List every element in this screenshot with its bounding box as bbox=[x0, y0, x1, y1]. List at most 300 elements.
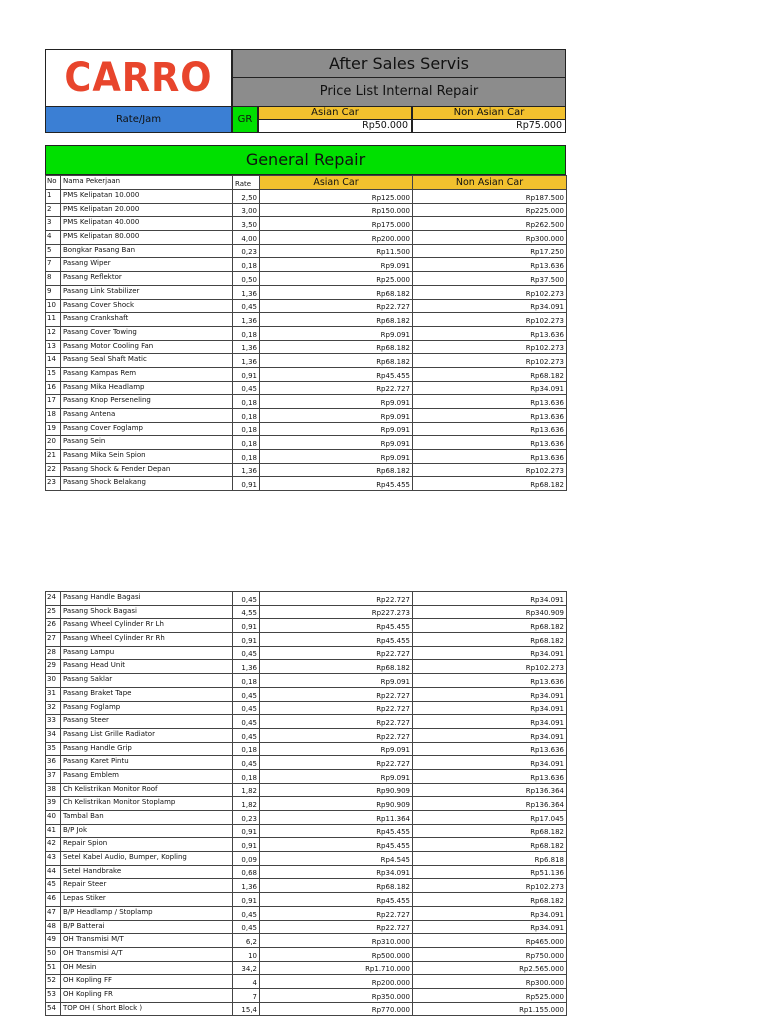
row-asian-price: Rp22.727 bbox=[260, 920, 413, 934]
table-row bbox=[46, 422, 567, 436]
row-name: Pasang Head Unit bbox=[61, 660, 233, 674]
row-rate: 3,00 bbox=[233, 203, 260, 217]
row-name: Pasang Antena bbox=[61, 409, 233, 423]
table-row bbox=[46, 326, 567, 340]
row-no: 20 bbox=[46, 436, 61, 450]
row-name: Pasang Cover Towing bbox=[61, 326, 233, 340]
row-rate: 0,09 bbox=[233, 852, 260, 866]
row-name: Bongkar Pasang Ban bbox=[61, 244, 233, 258]
row-no: 29 bbox=[46, 660, 61, 674]
row-rate: 1,82 bbox=[233, 783, 260, 797]
row-asian-price: Rp9.091 bbox=[260, 258, 413, 272]
row-asian-price: Rp22.727 bbox=[260, 646, 413, 660]
row-no: 42 bbox=[46, 838, 61, 852]
row-rate: 1,36 bbox=[233, 340, 260, 354]
row-asian-price: Rp9.091 bbox=[260, 674, 413, 688]
table-row bbox=[46, 313, 567, 327]
row-name: OH Transmisi A/T bbox=[61, 947, 233, 961]
row-no: 34 bbox=[46, 728, 61, 742]
row-asian-price: Rp22.727 bbox=[260, 756, 413, 770]
table-column-header bbox=[46, 176, 567, 190]
row-rate: 0,50 bbox=[233, 272, 260, 286]
row-asian-price: Rp45.455 bbox=[260, 824, 413, 838]
row-no: 2 bbox=[46, 203, 61, 217]
row-asian-price: Rp45.455 bbox=[260, 477, 413, 491]
row-rate: 0,45 bbox=[233, 756, 260, 770]
row-non-asian-price: Rp13.636 bbox=[413, 450, 567, 464]
row-no: 28 bbox=[46, 646, 61, 660]
row-asian-price: Rp200.000 bbox=[260, 975, 413, 989]
row-rate: 0,18 bbox=[233, 742, 260, 756]
row-asian-price: Rp310.000 bbox=[260, 934, 413, 948]
table-row bbox=[46, 477, 567, 491]
row-rate: 0,91 bbox=[233, 824, 260, 838]
table-row bbox=[46, 258, 567, 272]
row-asian-price: Rp22.727 bbox=[260, 728, 413, 742]
row-non-asian-price: Rp102.273 bbox=[413, 660, 567, 674]
row-rate: 0,91 bbox=[233, 477, 260, 491]
header-block bbox=[45, 49, 566, 133]
row-non-asian-price: Rp225.000 bbox=[413, 203, 567, 217]
row-non-asian-price: Rp68.182 bbox=[413, 824, 567, 838]
table-row bbox=[46, 409, 567, 423]
row-asian-price: Rp45.455 bbox=[260, 633, 413, 647]
row-non-asian-price: Rp102.273 bbox=[413, 313, 567, 327]
row-non-asian-price: Rp34.091 bbox=[413, 646, 567, 660]
row-non-asian-price: Rp102.273 bbox=[413, 285, 567, 299]
row-asian-price: Rp68.182 bbox=[260, 354, 413, 368]
document-subtitle: Price List Internal Repair bbox=[232, 78, 566, 107]
row-non-asian-price: Rp2.565.000 bbox=[413, 961, 567, 975]
row-rate: 0,45 bbox=[233, 728, 260, 742]
row-asian-price: Rp350.000 bbox=[260, 988, 413, 1002]
row-non-asian-price: Rp34.091 bbox=[413, 728, 567, 742]
table-row bbox=[46, 879, 567, 893]
row-asian-price: Rp90.909 bbox=[260, 797, 413, 811]
row-rate: 0,45 bbox=[233, 906, 260, 920]
table-row bbox=[46, 687, 567, 701]
table-row bbox=[46, 619, 567, 633]
row-name: Pasang Crankshaft bbox=[61, 313, 233, 327]
price-table-part1 bbox=[45, 175, 567, 491]
row-asian-price: Rp68.182 bbox=[260, 879, 413, 893]
row-rate: 34,2 bbox=[233, 961, 260, 975]
table-row bbox=[46, 920, 567, 934]
row-rate: 0,23 bbox=[233, 244, 260, 258]
table-row bbox=[46, 436, 567, 450]
row-non-asian-price: Rp68.182 bbox=[413, 367, 567, 381]
row-no: 47 bbox=[46, 906, 61, 920]
table-row bbox=[46, 633, 567, 647]
row-asian-price: Rp22.727 bbox=[260, 592, 413, 606]
row-name: Pasang Saklar bbox=[61, 674, 233, 688]
row-name: PMS Kelipatan 40.000 bbox=[61, 217, 233, 231]
table-row bbox=[46, 217, 567, 231]
row-asian-price: Rp90.909 bbox=[260, 783, 413, 797]
table-row bbox=[46, 783, 567, 797]
row-non-asian-price: Rp750.000 bbox=[413, 947, 567, 961]
row-non-asian-price: Rp17.250 bbox=[413, 244, 567, 258]
row-rate: 0,45 bbox=[233, 687, 260, 701]
row-no: 40 bbox=[46, 811, 61, 825]
row-name: OH Mesin bbox=[61, 961, 233, 975]
table-row bbox=[46, 395, 567, 409]
row-rate: 0,45 bbox=[233, 920, 260, 934]
row-rate: 0,45 bbox=[233, 715, 260, 729]
row-asian-price: Rp68.182 bbox=[260, 340, 413, 354]
table-row bbox=[46, 1002, 567, 1016]
row-non-asian-price: Rp17.045 bbox=[413, 811, 567, 825]
row-no: 45 bbox=[46, 879, 61, 893]
row-asian-price: Rp34.091 bbox=[260, 865, 413, 879]
table-row bbox=[46, 715, 567, 729]
row-rate: 0,18 bbox=[233, 326, 260, 340]
row-asian-price: Rp11.500 bbox=[260, 244, 413, 258]
row-non-asian-price: Rp300.000 bbox=[413, 231, 567, 245]
table-row bbox=[46, 906, 567, 920]
rate-per-hour-label: Rate/Jam bbox=[45, 107, 232, 133]
row-asian-price: Rp9.091 bbox=[260, 450, 413, 464]
row-rate: 4 bbox=[233, 975, 260, 989]
row-no: 43 bbox=[46, 852, 61, 866]
row-asian-price: Rp22.727 bbox=[260, 906, 413, 920]
row-non-asian-price: Rp34.091 bbox=[413, 906, 567, 920]
table-row bbox=[46, 728, 567, 742]
row-name: Repair Steer bbox=[61, 879, 233, 893]
row-rate: 1,36 bbox=[233, 285, 260, 299]
row-no: 39 bbox=[46, 797, 61, 811]
row-rate: 0,45 bbox=[233, 592, 260, 606]
document-title: After Sales Servis bbox=[232, 49, 566, 78]
row-rate: 0,45 bbox=[233, 646, 260, 660]
row-non-asian-price: Rp13.636 bbox=[413, 395, 567, 409]
row-no: 25 bbox=[46, 605, 61, 619]
row-rate: 0,23 bbox=[233, 811, 260, 825]
row-non-asian-price: Rp13.636 bbox=[413, 769, 567, 783]
non-asian-car-rate: Rp75.000 bbox=[412, 120, 566, 133]
row-asian-price: Rp45.455 bbox=[260, 619, 413, 633]
row-rate: 0,18 bbox=[233, 409, 260, 423]
row-non-asian-price: Rp34.091 bbox=[413, 701, 567, 715]
row-rate: 1,36 bbox=[233, 660, 260, 674]
row-non-asian-price: Rp187.500 bbox=[413, 190, 567, 204]
row-no: 18 bbox=[46, 409, 61, 423]
row-non-asian-price: Rp136.364 bbox=[413, 797, 567, 811]
row-non-asian-price: Rp340.909 bbox=[413, 605, 567, 619]
row-non-asian-price: Rp37.500 bbox=[413, 272, 567, 286]
table-row bbox=[46, 838, 567, 852]
row-asian-price: Rp22.727 bbox=[260, 381, 413, 395]
row-non-asian-price: Rp300.000 bbox=[413, 975, 567, 989]
row-rate: 0,18 bbox=[233, 422, 260, 436]
row-non-asian-price: Rp102.273 bbox=[413, 354, 567, 368]
row-rate: 1,36 bbox=[233, 463, 260, 477]
row-non-asian-price: Rp34.091 bbox=[413, 687, 567, 701]
asian-car-rate: Rp50.000 bbox=[258, 120, 412, 133]
table-row bbox=[46, 893, 567, 907]
row-no: 26 bbox=[46, 619, 61, 633]
row-asian-price: Rp45.455 bbox=[260, 893, 413, 907]
table-row bbox=[46, 947, 567, 961]
row-no: 5 bbox=[46, 244, 61, 258]
row-asian-price: Rp1.710.000 bbox=[260, 961, 413, 975]
row-asian-price: Rp9.091 bbox=[260, 326, 413, 340]
row-name: PMS Kelipatan 80.000 bbox=[61, 231, 233, 245]
row-non-asian-price: Rp34.091 bbox=[413, 381, 567, 395]
row-no: 41 bbox=[46, 824, 61, 838]
row-non-asian-price: Rp34.091 bbox=[413, 920, 567, 934]
table-row bbox=[46, 354, 567, 368]
row-name: Pasang Handle Grip bbox=[61, 742, 233, 756]
row-name: B/P Headlamp / Stoplamp bbox=[61, 906, 233, 920]
table-row bbox=[46, 934, 567, 948]
row-rate: 0,91 bbox=[233, 838, 260, 852]
row-rate: 6,2 bbox=[233, 934, 260, 948]
table-row bbox=[46, 340, 567, 354]
row-name: Setel Kabel Audio, Bumper, Kopling bbox=[61, 852, 233, 866]
row-asian-price: Rp11.364 bbox=[260, 811, 413, 825]
row-non-asian-price: Rp68.182 bbox=[413, 838, 567, 852]
row-non-asian-price: Rp6.818 bbox=[413, 852, 567, 866]
row-name: Pasang Mika Headlamp bbox=[61, 381, 233, 395]
row-asian-price: Rp500.000 bbox=[260, 947, 413, 961]
row-rate: 0,45 bbox=[233, 299, 260, 313]
row-rate: 1,36 bbox=[233, 879, 260, 893]
table-row bbox=[46, 988, 567, 1002]
table-row bbox=[46, 285, 567, 299]
row-rate: 0,91 bbox=[233, 367, 260, 381]
column-asian: Asian Car bbox=[260, 176, 413, 190]
row-name: Pasang Cover Foglamp bbox=[61, 422, 233, 436]
row-no: 54 bbox=[46, 1002, 61, 1016]
row-asian-price: Rp175.000 bbox=[260, 217, 413, 231]
row-name: Pasang Sein bbox=[61, 436, 233, 450]
table-row bbox=[46, 660, 567, 674]
row-rate: 0,91 bbox=[233, 619, 260, 633]
table-row bbox=[46, 381, 567, 395]
table-row bbox=[46, 231, 567, 245]
table-row bbox=[46, 203, 567, 217]
row-rate: 2,50 bbox=[233, 190, 260, 204]
row-no: 3 bbox=[46, 217, 61, 231]
row-asian-price: Rp125.000 bbox=[260, 190, 413, 204]
table-row bbox=[46, 367, 567, 381]
column-non-asian: Non Asian Car bbox=[413, 176, 567, 190]
row-asian-price: Rp9.091 bbox=[260, 422, 413, 436]
row-asian-price: Rp770.000 bbox=[260, 1002, 413, 1016]
row-name: PMS Kelipatan 10.000 bbox=[61, 190, 233, 204]
row-rate: 0,18 bbox=[233, 450, 260, 464]
row-non-asian-price: Rp465.000 bbox=[413, 934, 567, 948]
row-no: 13 bbox=[46, 340, 61, 354]
row-name: Tambal Ban bbox=[61, 811, 233, 825]
row-no: 1 bbox=[46, 190, 61, 204]
gr-label: GR bbox=[232, 107, 258, 133]
row-name: Pasang Shock Bagasi bbox=[61, 605, 233, 619]
row-non-asian-price: Rp34.091 bbox=[413, 299, 567, 313]
table-row bbox=[46, 646, 567, 660]
row-name: Pasang Shock Belakang bbox=[61, 477, 233, 491]
table-row bbox=[46, 852, 567, 866]
row-rate: 0,18 bbox=[233, 395, 260, 409]
row-rate: 4,55 bbox=[233, 605, 260, 619]
row-name: PMS Kelipatan 20.000 bbox=[61, 203, 233, 217]
row-asian-price: Rp200.000 bbox=[260, 231, 413, 245]
non-asian-car-header: Non Asian Car bbox=[412, 107, 566, 120]
row-name: Pasang Handle Bagasi bbox=[61, 592, 233, 606]
row-non-asian-price: Rp102.273 bbox=[413, 340, 567, 354]
row-no: 38 bbox=[46, 783, 61, 797]
table-row bbox=[46, 769, 567, 783]
row-no: 22 bbox=[46, 463, 61, 477]
row-name: Pasang Karet Pintu bbox=[61, 756, 233, 770]
row-name: Pasang Emblem bbox=[61, 769, 233, 783]
asian-car-header: Asian Car bbox=[258, 107, 412, 120]
row-no: 11 bbox=[46, 313, 61, 327]
row-no: 12 bbox=[46, 326, 61, 340]
row-name: Pasang Link Stabilizer bbox=[61, 285, 233, 299]
column-name: Nama Pekerjaan bbox=[61, 176, 233, 190]
row-name: Pasang Seal Shaft Matic bbox=[61, 354, 233, 368]
row-non-asian-price: Rp34.091 bbox=[413, 592, 567, 606]
row-rate: 0,45 bbox=[233, 381, 260, 395]
row-no: 27 bbox=[46, 633, 61, 647]
row-name: Pasang Knop Perseneling bbox=[61, 395, 233, 409]
table-row bbox=[46, 865, 567, 879]
row-no: 52 bbox=[46, 975, 61, 989]
row-asian-price: Rp9.091 bbox=[260, 436, 413, 450]
table-row bbox=[46, 244, 567, 258]
row-non-asian-price: Rp13.636 bbox=[413, 436, 567, 450]
row-non-asian-price: Rp68.182 bbox=[413, 477, 567, 491]
row-name: Pasang Wheel Cylinder Rr Rh bbox=[61, 633, 233, 647]
row-name: Pasang Braket Tape bbox=[61, 687, 233, 701]
row-rate: 0,18 bbox=[233, 258, 260, 272]
row-no: 32 bbox=[46, 701, 61, 715]
row-non-asian-price: Rp102.273 bbox=[413, 879, 567, 893]
row-no: 14 bbox=[46, 354, 61, 368]
row-name: Pasang Mika Sein Spion bbox=[61, 450, 233, 464]
table-row bbox=[46, 975, 567, 989]
row-name: Pasang Lampu bbox=[61, 646, 233, 660]
row-no: 17 bbox=[46, 395, 61, 409]
row-asian-price: Rp9.091 bbox=[260, 409, 413, 423]
table-row bbox=[46, 674, 567, 688]
row-rate: 0,68 bbox=[233, 865, 260, 879]
row-asian-price: Rp9.091 bbox=[260, 742, 413, 756]
row-no: 10 bbox=[46, 299, 61, 313]
row-name: Pasang Cover Shock bbox=[61, 299, 233, 313]
row-non-asian-price: Rp13.636 bbox=[413, 742, 567, 756]
row-name: Pasang Steer bbox=[61, 715, 233, 729]
row-rate: 0,45 bbox=[233, 701, 260, 715]
table-row bbox=[46, 272, 567, 286]
row-rate: 1,82 bbox=[233, 797, 260, 811]
row-asian-price: Rp22.727 bbox=[260, 715, 413, 729]
row-asian-price: Rp227.273 bbox=[260, 605, 413, 619]
table-row bbox=[46, 592, 567, 606]
row-asian-price: Rp150.000 bbox=[260, 203, 413, 217]
row-name: OH Transmisi M/T bbox=[61, 934, 233, 948]
row-asian-price: Rp9.091 bbox=[260, 395, 413, 409]
row-name: Lepas Stiker bbox=[61, 893, 233, 907]
row-asian-price: Rp68.182 bbox=[260, 660, 413, 674]
row-no: 35 bbox=[46, 742, 61, 756]
row-name: Pasang Shock & Fender Depan bbox=[61, 463, 233, 477]
row-no: 37 bbox=[46, 769, 61, 783]
table-row bbox=[46, 811, 567, 825]
section-title: General Repair bbox=[45, 145, 566, 175]
row-non-asian-price: Rp136.364 bbox=[413, 783, 567, 797]
row-no: 16 bbox=[46, 381, 61, 395]
row-non-asian-price: Rp1.155.000 bbox=[413, 1002, 567, 1016]
row-non-asian-price: Rp13.636 bbox=[413, 326, 567, 340]
row-rate: 10 bbox=[233, 947, 260, 961]
row-non-asian-price: Rp51.136 bbox=[413, 865, 567, 879]
row-rate: 0,18 bbox=[233, 436, 260, 450]
row-non-asian-price: Rp102.273 bbox=[413, 463, 567, 477]
row-no: 8 bbox=[46, 272, 61, 286]
row-name: B/P Jok bbox=[61, 824, 233, 838]
row-name: Pasang Wiper bbox=[61, 258, 233, 272]
row-no: 33 bbox=[46, 715, 61, 729]
row-rate: 7 bbox=[233, 988, 260, 1002]
logo-cell bbox=[45, 49, 232, 107]
row-asian-price: Rp22.727 bbox=[260, 687, 413, 701]
table-row bbox=[46, 701, 567, 715]
price-table-part2 bbox=[45, 591, 567, 1016]
row-no: 31 bbox=[46, 687, 61, 701]
table-row bbox=[46, 463, 567, 477]
row-non-asian-price: Rp13.636 bbox=[413, 674, 567, 688]
row-asian-price: Rp45.455 bbox=[260, 367, 413, 381]
row-no: 7 bbox=[46, 258, 61, 272]
table-row bbox=[46, 605, 567, 619]
carro-logo: CARRO bbox=[64, 55, 213, 101]
row-no: 15 bbox=[46, 367, 61, 381]
row-no: 23 bbox=[46, 477, 61, 491]
row-rate: 3,50 bbox=[233, 217, 260, 231]
row-name: B/P Batterai bbox=[61, 920, 233, 934]
row-rate: 1,36 bbox=[233, 313, 260, 327]
table-row bbox=[46, 742, 567, 756]
row-non-asian-price: Rp68.182 bbox=[413, 619, 567, 633]
row-no: 24 bbox=[46, 592, 61, 606]
row-asian-price: Rp4.545 bbox=[260, 852, 413, 866]
row-no: 44 bbox=[46, 865, 61, 879]
column-no: No bbox=[46, 176, 61, 190]
row-no: 4 bbox=[46, 231, 61, 245]
row-rate: 1,36 bbox=[233, 354, 260, 368]
row-non-asian-price: Rp13.636 bbox=[413, 422, 567, 436]
row-rate: 0,91 bbox=[233, 633, 260, 647]
row-name: Pasang Wheel Cylinder Rr Lh bbox=[61, 619, 233, 633]
row-asian-price: Rp68.182 bbox=[260, 285, 413, 299]
row-no: 51 bbox=[46, 961, 61, 975]
row-asian-price: Rp22.727 bbox=[260, 299, 413, 313]
row-name: Pasang Reflektor bbox=[61, 272, 233, 286]
row-non-asian-price: Rp34.091 bbox=[413, 756, 567, 770]
table-row bbox=[46, 450, 567, 464]
row-name: Ch Kelistrikan Monitor Roof bbox=[61, 783, 233, 797]
table-row bbox=[46, 756, 567, 770]
row-non-asian-price: Rp13.636 bbox=[413, 258, 567, 272]
row-no: 19 bbox=[46, 422, 61, 436]
row-name: Pasang Foglamp bbox=[61, 701, 233, 715]
row-non-asian-price: Rp68.182 bbox=[413, 893, 567, 907]
row-name: Ch Kelistrikan Monitor Stoplamp bbox=[61, 797, 233, 811]
row-no: 21 bbox=[46, 450, 61, 464]
